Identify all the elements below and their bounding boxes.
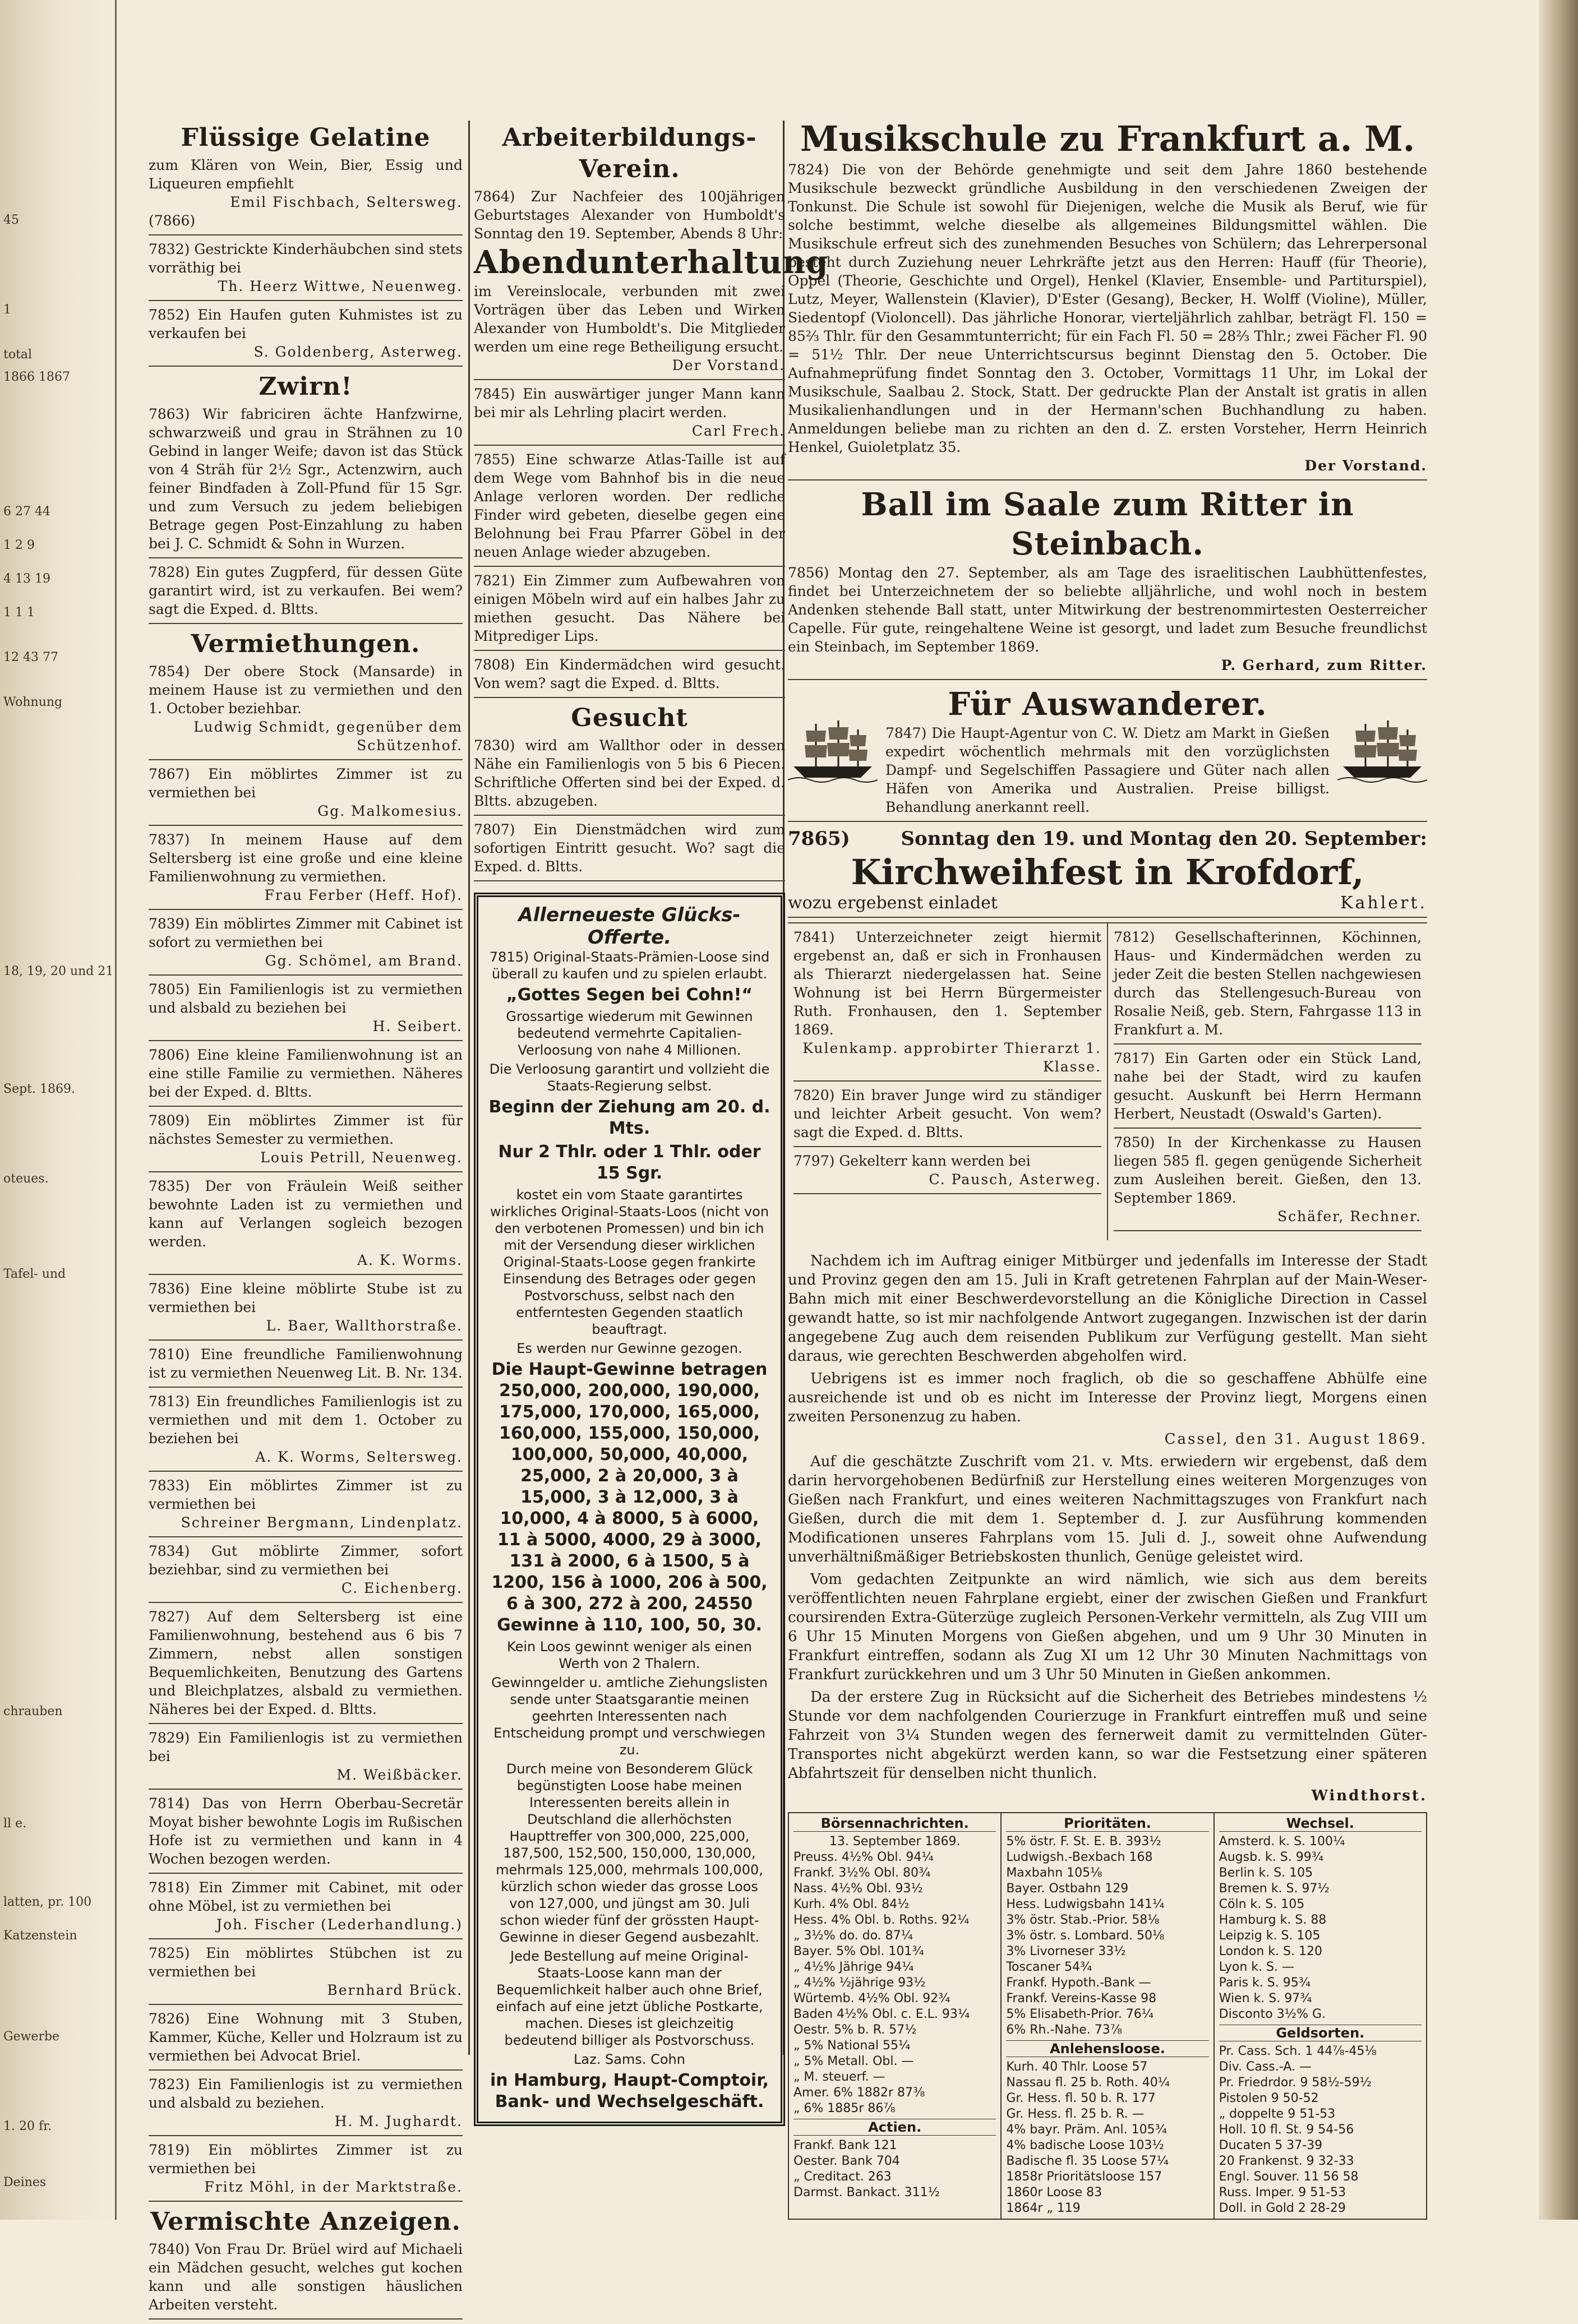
article-paragraph: Auf die geschätzte Zuschrift vom 21. v. Mts. erwiedern wir ergebenst, daß dem darin hervorgehobenen Bedürfniß zur Herstellung eines weiteren Morgenzuges von Gießen nach Frankfurt, und eines weiteren Nachmittagszuges von Frankfurt nach Gießen, durch die mit dem 1. September d. J. zur Ausführung kommenden Modificationen unseres Fahrplans vom 15. Juli d. J., soweit ohne Aufwendung unverhältnißmäßiger Betriebskosten thunlich, Genüge geleistet wird. — [788, 1453, 1427, 1565]
ad-body: 7819) Ein möblirtes Zimmer ist zu vermiethen bei — [149, 2142, 463, 2177]
classified-ad — [149, 1177, 463, 1275]
ad-body: 7805) Ein Familienlogis ist zu vermiethen und alsbald zu beziehen bei — [149, 981, 463, 1016]
column-rule — [468, 121, 470, 2055]
stock-quote: 3% östr. s. Lombard. 50⅛ — [1006, 1929, 1165, 1943]
ad-signature: Schreiner Bergmann, Lindenplatz. — [181, 1514, 463, 1531]
stock-quote: Leipzig k. S. 105 — [1219, 1929, 1321, 1943]
stock-quote: 6% Rh.-Nahe. 73⅞ — [1006, 2023, 1123, 2037]
ad-body: 7820) Ein braver Junge wird zu ständiger und leichter Arbeit gesucht. Von wem? sagt die Exped. d. Bltts. — [793, 1087, 1101, 1140]
stock-column-3 — [1215, 1813, 1426, 2219]
railway-article — [788, 1251, 1427, 1805]
kirchweih-title: Kirchweihfest in Krofdorf, — [851, 852, 1364, 893]
article-paragraph: Vom gedachten Zeitpunkte an wird nämlich, wie sich aus dem bereits veröffentlichten neuen Fahrplane ergiebt, einer der zwischen Gießen und Frankfurt coursirenden Extra-Güterzüge zugleich Personen-Verkehr vermitteln, als Zug VIII um 6 Uhr 15 Minuten Morgens von Gießen abgehen, und um 9 Uhr 30 Minuten in Frankfurt eintreffen, sodann als Zug XI um 12 Uhr 30 Minuten Nachmittags von Frankfurt zurückkehren und um 3 Uhr 50 Minuten in Gießen ankommen. — [788, 1571, 1427, 1683]
stock-quote: Kurh. 4% Obl. 84½ — [793, 1897, 910, 1911]
ad-body: 7855) Eine schwarze Atlas-Taille ist auf dem Wege vom Bahnhof bis in die neue Anlage verloren worden. Der redliche Finder wird gebeten, dieselbe gegen eine Belohnung bei Frau Pfarrer Göbel in der neuen Anlage wieder abzugeben. — [474, 451, 785, 560]
stock-quote: Nassau fl. 25 b. Roth. 40¼ — [1006, 2076, 1170, 2090]
ad-title: Gesucht — [571, 704, 688, 732]
ad-body: 7812) Gesellschafterinnen, Köchinnen, Haus- und Kindermädchen werden zu jeder Zeit die besten Stellen nachgewiesen durch das Stellengesuch-Bureau von Rosalie Neiß, geb. Stern, Fahrgasse 113 in Frankfurt a. M. — [1114, 929, 1422, 1038]
stock-quote: Cöln k. S. 105 — [1219, 1897, 1305, 1911]
classified-ad — [149, 1046, 463, 1107]
stock-quote: Augsb. k. S. 99¾ — [1219, 1850, 1324, 1864]
stock-quote: Amsterd. k. S. 100¼ — [1219, 1835, 1345, 1849]
ad-body: 7808) Ein Kindermädchen wird gesucht. Von wem? sagt die Exped. d. Bltts. — [474, 657, 785, 691]
gutter-fragment: latten, pr. 100 — [3, 1895, 92, 1909]
gutter-fragment: 4 13 19 — [3, 572, 50, 586]
stock-quote: Baden 4½% Obl. c. E.L. 93¼ — [793, 2007, 970, 2021]
stock-quote: „ 6% 1885r 86⅞ — [793, 2101, 896, 2115]
lottery-line: Laz. Sams. Cohn — [574, 2052, 685, 2067]
ad-signature: Ludwig Schmidt, gegenüber dem Schützenhof. — [193, 719, 463, 754]
classified-ad — [149, 2009, 463, 2071]
article-paragraph: Nachdem ich im Auftrag einiger Mitbürger und jedenfalls im Interesse der Stadt und Provinz gegen den am 15. Juli in Kraft getretenen Fahrplan auf der Main-Weser-Bahn mich mit einer Beschwerdevorstellung an die Königliche Direction in Cassel gewandt hatte, so ist mir nachfolgende Antwort zugegangen. Inzwischen ist der darin angegebene Zug auch dem reisenden Publikum zur Verfügung gestellt. Man sieht daraus, wie gerechten Beschwerden abgeholfen wird. — [788, 1253, 1427, 1365]
stock-quote: Darmst. Bankact. 311½ — [793, 2186, 940, 2200]
ad-body: 7852) Ein Haufen guten Kuhmistes ist zu verkaufen bei — [149, 307, 463, 341]
stock-quote: Oester. Bank 704 — [793, 2154, 900, 2168]
gutter-fragment: ll e. — [3, 1817, 27, 1831]
stock-subheading-1: Actien. — [793, 2119, 996, 2136]
lottery-line: Grossartige wiederum mit Gewinnen bedeutend vermehrte Capitalien-Verloosung von nahe 4 Millionen. — [506, 1009, 753, 1058]
stock-quote: Engl. Souver. 11 56 58 — [1219, 2170, 1359, 2184]
ad-signature: C. Pausch, Asterweg. — [929, 1171, 1101, 1188]
ad-body: 7830) wird am Wallthor oder in dessen Nähe ein Familienlogis von 5 bis 6 Piecen. Schriftliche Offerten sind bei der Exped. d. Bltts. abzugeben. — [474, 737, 785, 809]
small-ads-right — [1108, 923, 1427, 1240]
stock-quote: Doll. in Gold 2 28-29 — [1219, 2201, 1346, 2215]
ad-body: 7817) Ein Garten oder ein Stück Land, nahe bei der Stadt, wird zu kaufen gesucht. Auskunft bei Herrn Hermann Herbert, Neustadt (Oswald's Garten). — [1114, 1050, 1422, 1122]
stock-quote: „ 3½% do. do. 87¼ — [793, 1929, 913, 1943]
stock-quote: Pr. Cass. Sch. 1 44⅞-45⅛ — [1219, 2044, 1377, 2058]
classified-ad — [149, 1345, 463, 1388]
stock-quote: „ 5% National 55¼ — [793, 2039, 911, 2053]
classified-ad — [149, 830, 463, 910]
classified-ad — [149, 2206, 463, 2320]
stock-quote: Bayer. Ostbahn 129 — [1006, 1882, 1129, 1896]
ad-signature: A. K. Worms. — [357, 1252, 463, 1268]
kirchweih-invite: wozu ergebenst einladet — [788, 893, 998, 913]
musikschule-body: 7824) Die von der Behörde genehmigte und seit dem Jahre 1860 bestehende Musikschule bezweckt gründliche Ausbildung in den verschiedenen Zweigen der Tonkunst. Die Schule ist sowohl für Diejenigen, welche die Musik als Beruf, wie für solche bestimmt, welche dieselbe als allgemeines Bildungsmittel wählen. Die Musikschule erfreut sich des zunehmenden Besuches von Schülern; das Lehrerpersonal besteht durch Zuziehung neuer Lehrkräfte jetzt aus den Herren: Hauff (für Theorie), Oppel (Theorie, Geschichte und Orgel), Henkel (Klavier, Ensemble- und Partiturspiel), Lutz, Meyer, Wallenstein (Klavier), D'Ester (Gesang), Becker, H. Wolff (Violine), Müller, Siedentopf (Violoncell). Das jährliche Honorar, vierteljährlich zahlbar, beträgt Fl. 150 = 85⅔ Thlr. für den Gesammtunterricht; für ein Fach Fl. 50 = 28⅔ Thlr.; zwei Fächer Fl. 90 = 51½ Thlr. Der neue Unterrichtscursus beginnt Dienstag den 5. October. Die Aufnahmeprüfung findet Sonntag den 3. October, Vormittags 11 Uhr, im Lokal der Musikschule, Saalbau 2. Stock, Statt. Der gedruckte Plan der Anstalt ist gratis in allen Musikalienhandlungen und in der Hermann'schen Buchhandlung zu haben. Anmeldungen beliebe man zu richten an den d. Z. ersten Vorsteher, Herrn Heinrich Henkel, Guioletplatz 35. — [788, 161, 1427, 455]
classified-ad — [149, 371, 463, 558]
kirchweih-date: Sonntag den 19. und Montag den 20. September: — [901, 828, 1427, 850]
ad-signature: C. Eichenberg. — [341, 1580, 463, 1596]
gutter-fragment: chrauben — [3, 1704, 63, 1718]
previous-page-gutter — [0, 0, 117, 2220]
classified-ad — [474, 820, 785, 881]
ad-body: 7835) Der von Fräulein Weiß seither bewohnte Laden ist zu vermiethen und kann auf Verlangen sogleich bezogen werden. — [149, 1178, 463, 1250]
stock-column-1 — [789, 1813, 1002, 2219]
classified-ad — [149, 629, 463, 760]
column-3 — [788, 118, 1427, 2220]
classified-ad — [149, 2141, 463, 2202]
stock-quote: Amer. 6% 1882r 87⅜ — [793, 2086, 925, 2100]
stock-quote: 1860r Loose 83 — [1006, 2186, 1102, 2200]
lottery-line: Durch meine von Besonderem Glück begünstigten Loose habe meinen Interessenten bereits allein in Deutschland die allerhöchsten Haupttreffer von 300,000, 225,000, 187,500, 152,500, 150,000, 130,000, mehrmals 125,000, mehrmals 100,000, kürzlich schon wieder das grosse Loos von 127,000, und jüngst am 30. Juli schon wieder fünf der grössten Haupt-Gewinne in dieser Gegend ausbezahlt. — [496, 1761, 763, 1945]
lottery-line: in Hamburg, Haupt-Comptoir, Bank- und Wechselgeschäft. — [490, 2071, 769, 2112]
classified-ad — [474, 385, 785, 446]
gutter-fragment: 12 43 77 — [3, 650, 58, 664]
column-1 — [149, 118, 463, 2324]
ad-body: 7832) Gestrickte Kinderhäubchen sind stets vorräthig bei — [149, 241, 463, 276]
stock-column-2 — [1002, 1813, 1214, 2219]
classified-ad — [149, 1542, 463, 1603]
stock-quote: Gr. Hess. fl. 25 b. R. — — [1006, 2107, 1145, 2121]
stock-quote: Badische fl. 35 Loose 57¼ — [1006, 2154, 1169, 2168]
ad-signature: Joh. Fischer (Lederhandlung.) — [216, 1916, 463, 1933]
ad-body: 7810) Eine freundliche Familienwohnung ist zu vermiethen Neuenweg Lit. B. Nr. 134. — [149, 1346, 463, 1381]
classified-ad — [149, 914, 463, 976]
stock-quote: Nass. 4½% Obl. 93½ — [793, 1882, 923, 1896]
auswanderer-ad — [788, 685, 1427, 822]
stock-quote: Toscaner 54¾ — [1006, 1960, 1092, 1974]
stock-quote: 5% östr. F. St. E. B. 393½ — [1006, 1835, 1161, 1849]
classified-ad — [149, 306, 463, 367]
ad-signature: Louis Petrill, Neuenweg. — [260, 1149, 463, 1166]
ad-body: 7807) Ein Dienstmädchen wird zum sofortigen Eintritt gesucht. Wo? sagt die Exped. d. Bltts. — [474, 821, 785, 875]
stock-quote: Preuss. 4½% Obl. 94¼ — [793, 1850, 934, 1864]
stock-quote: Bayer. 5% Obl. 101¾ — [793, 1944, 924, 1958]
classified-ad — [149, 1279, 463, 1341]
ad-signature: S. Goldenberg, Asterweg. — [253, 344, 463, 360]
stock-quote: Russ. Imper. 9 51-53 — [1219, 2186, 1346, 2200]
ad-signature: H. Seibert. — [372, 1018, 463, 1034]
stock-heading-2: Prioritäten. — [1006, 1815, 1208, 1832]
ad-title: Vermiethungen. — [191, 630, 421, 658]
gutter-fragment: 1. 20 fr. — [3, 2119, 52, 2133]
stock-quote: Lyon k. S. — — [1219, 1960, 1294, 1974]
ball-body: 7856) Montag den 27. September, als am Tage des israelitischen Laubhüttenfestes, findet bei Unterzeichnetem der so beliebte alljährliche, und wohl noch in bestem Andenken stehende Ball statt, unter Mitwirkung der bestrenommirtesten Oesterreicher Capelle. Für gute, reingehaltene Weine ist gesorgt, und ladet zum Besuche freundlichst ein Steinbach, im September 1869. — [788, 565, 1427, 655]
stock-quote: Ludwigsh.-Bexbach 168 — [1006, 1850, 1153, 1864]
classified-ad — [149, 1878, 463, 1939]
stock-quote: London k. S. 120 — [1219, 1944, 1322, 1958]
ad-body: 7809) Ein möblirtes Zimmer ist für nächstes Semester zu vermiethen. — [149, 1112, 463, 1147]
lottery-line: kostet ein vom Staate garantirtes wirkliches Original-Staats-Loos (nicht von den verbotenen Promessen) und bin ich mit der Versendung dieser wirklichen Original-Staats-Loose gegen frankirte Einsendung des Betrages oder gegen Postvorschuss, selbst nach den entferntesten Gegenden staatlich beauftragt. — [490, 1187, 769, 1337]
stock-quote: 4% bayr. Präm. Anl. 105¾ — [1006, 2123, 1167, 2137]
ball-ad — [788, 485, 1427, 680]
stock-quote: Frankf. 3½% Obl. 80¾ — [793, 1866, 931, 1880]
classified-ad — [149, 980, 463, 1041]
ad-number: (7866) — [149, 212, 196, 229]
stock-quote: Paris k. S. 95¾ — [1219, 1976, 1311, 1990]
stock-quote: Ducaten 5 37-39 — [1219, 2138, 1323, 2152]
ad-title: Flüssige Gelatine — [181, 123, 431, 152]
gutter-fragment: Sept. 1869. — [3, 1082, 75, 1096]
ball-title: Ball im Saale zum Ritter in Steinbach. — [861, 486, 1354, 562]
lottery-title: Allerneueste Glücks-Offerte. — [518, 904, 741, 949]
lottery-line: Beginn der Ziehung am 20. d. Mts. — [488, 1097, 770, 1138]
ball-signature: P. Gerhard, zum Ritter. — [1221, 657, 1427, 673]
stock-heading-3: Wechsel. — [1219, 1815, 1422, 1832]
stock-quote: Holl. 10 fl. St. 9 54-56 — [1219, 2123, 1354, 2137]
ad-body: 7854) Der obere Stock (Mansarde) in meinem Hause ist zu vermiethen und den 1. October beziehbar. — [149, 663, 463, 717]
ad-title: Vermischte Anzeigen. — [150, 2207, 461, 2236]
ad-body: 7828) Ein gutes Zugpferd, für dessen Güte garantirt wird, ist zu verkaufen. Bei wem? sagt die Exped. d. Bltts. — [149, 564, 463, 617]
ad-body: 7829) Ein Familienlogis ist zu vermiethen bei — [149, 1730, 463, 1764]
classified-ad — [149, 1607, 463, 1724]
ad-signature: Kulenkamp. approbirter Thierarzt 1. Klasse. — [802, 1040, 1101, 1075]
classified-ad — [474, 122, 829, 380]
article-paragraph: Cassel, den 31. August 1869. — [1164, 1431, 1427, 1448]
stock-quote: Hamburg k. S. 88 — [1219, 1913, 1327, 1927]
classified-ad — [149, 563, 463, 624]
ad-signature: Fritz Möhl, in der Marktstraße. — [204, 2179, 463, 2195]
ad-signature: M. Weißbäcker. — [336, 1767, 463, 1783]
ad-body: 7823) Ein Familienlogis ist zu vermiethen und alsbald zu beziehen. — [149, 2076, 463, 2111]
lottery-line: Gewinngelder u. amtliche Ziehungslisten sende unter Staatsgarantie meinen geehrten Interessenten nach Entscheidung prompt und verschwiegen zu. — [491, 1675, 768, 1758]
lottery-line: Jede Bestellung auf meine Original-Staats-Loose kann man der Bequemlichkeit halber auch ohne Brief, einfach auf eine jetzt übliche Postkarte, machen. Dieses ist gleichzeitig bedeutend billiger als Postvorschuss. — [496, 1948, 763, 2048]
classified-ad — [474, 655, 785, 698]
lottery-line: Die Verloosung garantirt und vollzieht die Staats-Regierung selbst. — [489, 1061, 770, 1094]
stock-quote: 20 Frankenst. 9 32-33 — [1219, 2154, 1354, 2168]
ad-body: 7834) Gut möblirte Zimmer, sofort beziehbar, sind zu vermiethen bei — [149, 1543, 463, 1578]
gutter-fragment: total — [3, 348, 33, 362]
stock-heading-1: Börsennachrichten. — [793, 1815, 996, 1832]
stock-quote: Frankf. Bank 121 — [793, 2138, 897, 2152]
stock-quote: 3% östr. Stab.-Prior. 58⅛ — [1006, 1913, 1160, 1927]
stock-quote: „ M. steuerf. — — [793, 2070, 885, 2084]
classified-ad — [149, 1944, 463, 2005]
stock-quote: Frankf. Vereins-Kasse 98 — [1006, 1992, 1157, 2006]
stock-quote: Würtemb. 4½% Obl. 92¾ — [793, 1992, 951, 2006]
lottery-line: „Gottes Segen bei Cohn!“ — [506, 985, 753, 1005]
article-paragraph: Windthorst. — [1311, 1787, 1427, 1804]
stock-quote: 4% badische Loose 103½ — [1006, 2138, 1164, 2152]
stock-quote: Bremen k. S. 97½ — [1219, 1882, 1330, 1896]
classified-ad — [149, 1794, 463, 1874]
ad-signature: Emil Fischbach, Seltersweg. — [230, 194, 463, 210]
classified-ad — [149, 240, 463, 301]
ad-signature: Gg. Schömel, am Brand. — [265, 953, 463, 969]
ad-body: 7821) Ein Zimmer zum Aufbewahren von einigen Möbeln wird auf ein halbes Jahr zu miethen gesucht. Das Nähere bei Mitprediger Lips. — [474, 572, 785, 644]
ship-icon — [1337, 717, 1427, 784]
ad-body: 7863) Wir fabriciren ächte Hanfzwirne, schwarzweiß und grau in Strähnen zu 10 Gebind in langer Weife; davon ist das Stück von 4 Sträh für 2½ Sgr., Actenzwirn, auch feiner Bindfaden à Zoll-Pfund für 15 Sgr. und zum Versuch zu jedem beliebigen Betrage gegen Post-Einzahlung zu haben bei J. C. Schmidt & Sohn in Wurzen. — [149, 406, 463, 552]
ad-body: 7850) In der Kirchenkasse zu Hausen liegen 585 fl. gegen genügende Sicherheit zum Ausleihen bereit. Gießen, den 13. September 1869. — [1114, 1134, 1422, 1206]
ad-body: 7867) Ein möblirtes Zimmer ist zu vermiethen bei — [149, 766, 463, 801]
classified-ad — [149, 2075, 463, 2136]
ad-body: 7814) Das von Herrn Oberbau-Secretär Moyat bisher bewohnte Logis im Rußischen Hofe ist zu vermiethen und kann in 4 Wochen bezogen werden. — [149, 1795, 463, 1867]
classified-ad — [149, 1392, 463, 1472]
stock-quote: Frankf. Hypoth.-Bank — — [1006, 1976, 1151, 1990]
stock-quote: „ doppelte 9 51-53 — [1219, 2107, 1336, 2121]
ad-body: 7839) Ein möblirtes Zimmer mit Cabinet ist sofort zu vermiethen bei — [149, 916, 463, 950]
ad-signature: Schäfer, Rechner. — [1277, 1208, 1422, 1225]
stock-market-table — [788, 1812, 1427, 2220]
gutter-fragment: 6 27 44 — [3, 505, 50, 519]
stock-quote: 1864r „ 119 — [1006, 2201, 1081, 2215]
gutter-fragment: Deines — [3, 2175, 47, 2189]
ad-title: Zwirn! — [259, 372, 353, 401]
ad-signature: Gg. Malkomesius. — [317, 803, 463, 819]
ad-signature: Bernhard Brück. — [327, 1982, 463, 1998]
ad-body: 7806) Eine kleine Familienwohnung ist an eine stille Familie zu vermiethen. Näheres bei der Exped. d. Bltts. — [149, 1047, 463, 1100]
classified-ad — [149, 765, 463, 826]
classified-ad — [474, 703, 785, 816]
classified-ad — [149, 122, 463, 235]
gutter-fragment: Tafel- und — [3, 1267, 66, 1281]
book-binding — [1539, 0, 1578, 2220]
stock-quote: Hess. Ludwigsbahn 141¼ — [1006, 1897, 1165, 1911]
ad-signature: L. Baer, Wallthorstraße. — [266, 1318, 463, 1334]
auswanderer-title: Für Auswanderer. — [948, 686, 1267, 723]
ad-body: 7825) Ein möblirtes Stübchen ist zu vermiethen bei — [149, 1945, 463, 1980]
article-paragraph: Uebrigens ist es immer noch fraglich, ob die so geschaffene Abhülfe eine ausreichende ist und ob es nicht im Interesse der Provinz liegt, Morgens einen zweiten Personenzug zu haben. — [788, 1370, 1427, 1425]
kirchweih-signature: Kahlert. — [1340, 893, 1427, 913]
classified-ad — [149, 1729, 463, 1790]
classified-ad — [793, 928, 1101, 1082]
lottery-line: Es werden nur Gewinne gezogen. — [516, 1341, 742, 1356]
ad-title: Arbeiterbildungs-Verein. — [502, 123, 757, 183]
classified-ad — [474, 571, 785, 651]
ad-signature: Th. Heerz Wittwe, Neuenweg. — [218, 278, 463, 294]
ad-body: im Vereinslocale, verbunden mit zwei Vorträgen über das Leben und Wirken Alexander von Humboldt's. Die Mitglieder werden um eine rege Betheiligung ersucht. — [474, 283, 785, 355]
ad-signature: Frau Ferber (Heff. Hof). — [264, 887, 463, 903]
musikschule-signature: Der Vorstand. — [1304, 458, 1427, 474]
gutter-fragment: 1 — [3, 303, 11, 317]
classified-ad — [1114, 928, 1422, 1045]
ad-signature: Der Vorstand. — [672, 357, 785, 373]
gutter-fragment: Wohnung — [3, 695, 63, 709]
ad-body: 7837) In meinem Hause auf dem Seltersberg ist eine große und eine kleine Familienwohnung zu vermiethen. — [149, 831, 463, 885]
stock-quote: Pistolen 9 50-52 — [1219, 2091, 1319, 2105]
musikschule-ad — [788, 118, 1427, 480]
classified-ad — [474, 450, 785, 567]
stock-subheading-3: Geldsorten. — [1219, 2025, 1422, 2041]
stock-quote: Gr. Hess. fl. 50 b. R. 177 — [1006, 2091, 1156, 2105]
lottery-line: Die Haupt-Gewinne betragen 250,000, 200,000, 190,000, 175,000, 170,000, 165,000, 160,000, 155,000, 150,000, 100,000, 50,000, 40,000, 25,000, 2 à 20,000, 3 à 15,000, 3 à 12,000, 3 à 10,000, 4 à 8000, 5 à 6000, 11 à 5000, 4000, 29 à 3000, 131 à 2000, 6 à 1500, 5 à 1200, 156 à 1000, 206 à 500, 6 à 300, 272 à 200, 24550 Gewinne à 110, 100, 50, 30. — [491, 1360, 768, 1635]
lottery-line: Nur 2 Thlr. oder 1 Thlr. oder 15 Sgr. — [498, 1142, 761, 1183]
stock-quote: Disconto 3½% G. — [1219, 2007, 1326, 2021]
ad-body: 7818) Ein Zimmer mit Cabinet, mit oder ohne Möbel, ist zu vermiethen bei — [149, 1879, 463, 1914]
ad-body: 7836) Eine kleine möblirte Stube ist zu vermiethen bei — [149, 1281, 463, 1315]
gutter-fragment: oteues. — [3, 1172, 49, 1186]
lottery-advertisement — [474, 893, 785, 2126]
gutter-fragment: 18, 19, 20 und 21 — [3, 964, 114, 978]
gutter-fragment: 1 2 9 — [3, 538, 35, 552]
ad-body: 7841) Unterzeichneter zeigt hiermit ergebenst an, daß er sich in Fronhausen als Thierarzt niedergelassen hat. Seine Wohnung ist bei Herrn Bürgermeister Ruth. Fronhausen, den 1. September 1869. — [793, 929, 1101, 1038]
stock-quote: Kurh. 40 Thlr. Loose 57 — [1006, 2060, 1148, 2074]
stock-quote: Div. Cass.-A. — — [1219, 2060, 1312, 2074]
article-paragraph: Da der erstere Zug in Rücksicht auf die Sicherheit des Betriebes mindestens ½ Stunde vor dem nachfolgenden Courierzuge in Frankfurt eintreffen muß und seine Fahrzeit von 3¼ Stunden wegen des fernerweit damit zu vermittelnden Güter-Transportes nicht abgekürzt werden kann, so war die Festsetzung einer späteren Abfahrtszeit für denselben nicht thunlich. — [788, 1689, 1427, 1782]
ad-body: zum Klären von Wein, Bier, Essig und Liqueuren empfiehlt — [149, 157, 463, 192]
ad-signature: H. M. Jughardt. — [334, 2113, 463, 2129]
stock-quote: Wien k. S. 97¾ — [1219, 1992, 1312, 2006]
small-ads-block — [788, 922, 1427, 1240]
classified-ad — [149, 1111, 463, 1172]
ad-body: 7840) Von Frau Dr. Brüel wird auf Michaeli ein Mädchen gesucht, welches gut kochen kann und alle sonstigen häuslichen Arbeiten versteht. — [149, 2241, 463, 2313]
ad-body: 7797) Gekelterr kann werden bei — [793, 1153, 1031, 1169]
ad-body: 7813) Ein freundliches Familienlogis ist zu vermiethen und mit dem 1. October zu beziehen bei — [149, 1393, 463, 1447]
gutter-fragment: 45 — [3, 213, 19, 227]
stock-quote: Berlin k. S. 105 — [1219, 1866, 1313, 1880]
classified-ad — [149, 1476, 463, 1537]
lottery-line: Kein Loos gewinnt weniger als einen Werth von 2 Thalern. — [507, 1639, 752, 1671]
gutter-fragment: Gewerbe — [3, 2030, 60, 2044]
lottery-line: 7815) Original-Staats-Prämien-Loose sind überall zu kaufen und zu spielen erlaubt. — [489, 949, 770, 982]
auswanderer-body: 7847) Die Haupt-Agentur von C. W. Dietz am Markt in Gießen expedirt wöchentlich mehrmals mit den vorzüglichsten Dampf- und Segelschiffen Passagiere und Güter nach allen Häfen von Amerika und Australien. Preise billigst. Behandlung anerkannt reell. — [885, 725, 1330, 815]
ad-body: 7845) Ein auswärtiger junger Mann kann bei mir als Lehrling placirt werden. — [474, 386, 785, 421]
stock-subheading-2: Anlehensloose. — [1006, 2040, 1208, 2057]
stock-quote: Oestr. 5% b. R. 57½ — [793, 2023, 917, 2037]
classified-ad — [793, 1152, 1101, 1194]
stock-quote: 5% Elisabeth-Prior. 76¼ — [1006, 2007, 1154, 2021]
ad-headline: Abendunterhaltung — [474, 244, 829, 281]
stock-quote: Pr. Friedrdor. 9 58½-59½ — [1219, 2076, 1372, 2090]
ad-body: 7827) Auf dem Seltersberg ist eine Familienwohnung, bestehend aus 6 bis 7 Zimmern, nebst allen sonstigen Bequemlichkeiten, Benutzung des Gartens und Bleichplatzes, alsbald zu vermiethen. Näheres bei der Exped. d. Bltts. — [149, 1609, 463, 1717]
musikschule-title: Musikschule zu Frankfurt a. M. — [800, 118, 1415, 159]
kirchweih-number: 7865) — [788, 828, 850, 850]
stock-quote: Maxbahn 105⅛ — [1006, 1866, 1102, 1880]
gutter-fragment: 1 1 1 — [3, 606, 35, 620]
ship-icon — [788, 717, 878, 784]
ad-signature: A. K. Worms, Seltersweg. — [255, 1449, 463, 1465]
gutter-fragment: 1866 1867 — [3, 370, 70, 384]
small-ads-left — [788, 923, 1108, 1240]
gutter-fragment: Katzenstein — [3, 1929, 77, 1943]
stock-date: 13. September 1869. — [829, 1835, 961, 1849]
kirchweih-ad — [788, 826, 1427, 918]
stock-quote: „ 4½% Jährige 94¼ — [793, 1960, 914, 1974]
stock-quote: Hess. 4% Obl. b. Roths. 92¼ — [793, 1913, 970, 1927]
stock-quote: „ 4½% ½jährige 93½ — [793, 1976, 926, 1990]
ad-body: 7833) Ein möblirtes Zimmer ist zu vermiethen bei — [149, 1477, 463, 1512]
classified-ad — [793, 1086, 1101, 1147]
stock-quote: 3% Livorneser 33½ — [1006, 1944, 1126, 1958]
classified-ad — [1114, 1133, 1422, 1231]
stock-quote: „ 5% Metall. Obl. — — [793, 2054, 914, 2068]
classified-ad — [1114, 1049, 1422, 1129]
stock-quote: „ Creditact. 263 — [793, 2170, 892, 2184]
ad-signature: Carl Frech. — [691, 423, 785, 439]
ad-body: 7826) Eine Wohnung mit 3 Stuben, Kammer, Küche, Keller und Holzraum ist zu vermiethen bei Advocat Briel. — [149, 2011, 463, 2064]
ad-body: 7864) Zur Nachfeier des 100jährigen Geburtstages Alexander von Humboldt's Sonntag den 19. September, Abends 8 Uhr: — [474, 188, 785, 242]
stock-quote: 1858r Prioritätsloose 157 — [1006, 2170, 1162, 2184]
